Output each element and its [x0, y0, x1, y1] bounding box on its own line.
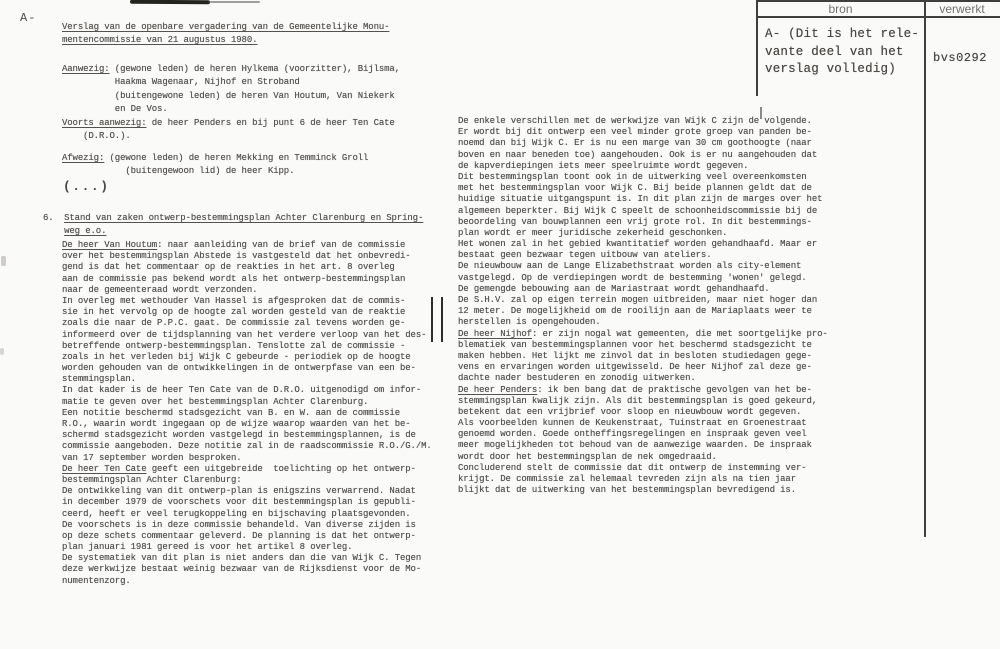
corner-annotation-mark: A-: [20, 11, 37, 25]
text-line: De S.H.V. zal op eigen terrein mogen uitbreiden, maar niet hoger dan: [458, 295, 818, 305]
text-line: dachte nader bestuderen en zonodig uitwerken.: [458, 373, 696, 384]
text-line: Afwezig: (gewone leden) de heren Mekking en Temminck Groll: [62, 153, 369, 163]
text-line: Er wordt bij dit ontwerp een veel minder grote groep van panden be-: [458, 127, 812, 138]
scan-smudge: [208, 1, 260, 3]
register-table-header-rule: [756, 16, 1000, 18]
attendees-also-present: [62, 117, 395, 144]
text-line: en De Vos.: [62, 103, 168, 114]
text-line: De nieuwbouw aan de Lange Elizabethstraat worden als city-element: [458, 261, 802, 272]
text-line: 6. Stand van zaken ontwerp-bestemmingsplan Achter Clarenburg en Spring-: [43, 213, 424, 223]
text-line: verslag volledig): [765, 62, 896, 76]
text-line: 12 meter. De mogelijkheid om de rooilijn aan de Mariaplaats weer te: [458, 306, 812, 317]
register-column-header-bron: bron: [828, 2, 853, 16]
text-line: commissie aangeboden. Deze notitie zal in de raadscommissie R.O./G./M.: [62, 441, 432, 452]
text-line: Het wonen zal in het gebied kwantitatief worden gehandhaafd. Maar er: [458, 239, 818, 250]
text-line: De heer Nijhof: er zijn nogal wat gemeenten, die met soortgelijke pro-: [458, 328, 828, 339]
document-title: [62, 21, 389, 48]
text-line: blijkt dat de uitwerking van het bestemmingsplan bevredigend is.: [458, 485, 796, 496]
text-line: de kapverdiepingen iets meer speelruimte wordt gegeven.: [458, 160, 749, 171]
text-line: vastgelegd. Op de verdiepingen wordt de bestemming 'wonen' gelegd.: [458, 272, 807, 283]
agenda-item-6-heading: [43, 212, 423, 239]
text-line: vante deel van het: [765, 44, 904, 59]
register-verwerkt-code: bvs0292: [933, 51, 987, 65]
text-line: huidige situatie uitgangspunt is. In dit plan zijn de marges over het: [458, 194, 823, 205]
text-line: sie in het vervolg op de hoogte zal worden gesteld van de reaktie: [62, 307, 406, 318]
text-line: plan wordt er meer juridische zekerheid geschonken.: [458, 227, 728, 238]
text-line: wordt door het bestemmingsplan de nek omgedraaid.: [458, 451, 717, 462]
text-line: De systematiek van dit plan is niet anders dan die van Wijk C. Tegen: [62, 553, 422, 564]
text-line: Verslag van de openbare vergadering van de Gemeentelijke Monu-: [62, 22, 390, 32]
text-line: De gemengde bebouwing aan de Mariastraat wordt gehandhaafd.: [458, 283, 770, 294]
register-column-header-verwerkt: verwerkt: [939, 2, 985, 16]
text-line: deze werkwijze bestaat weinig bezwaar van de Rijksdienst voor de Mo-: [62, 564, 422, 575]
text-line: De heer Ten Cate geeft een uitgebreide toelichting op het ontwerp-: [62, 463, 416, 474]
text-line: In dat kader is de heer Ten Cate van de D.R.O. uitgenodigd om infor-: [62, 385, 422, 396]
text-line: maken hebben. Het lijkt me zinvol dat in besloten studiedagen gege-: [458, 350, 812, 361]
register-table-column-divider: [924, 0, 926, 537]
text-line: mentencommissie van 21 augustus 1980.: [62, 35, 258, 46]
text-line: numentenzorg.: [62, 575, 131, 586]
text-line: krijgt. De commissie zal helemaal tevreden zijn als na tien jaar: [458, 474, 796, 484]
omitted-text-mark: (...): [63, 179, 110, 194]
text-line: De heer Penders: ik ben bang dat de praktische gevolgen van het be-: [458, 384, 812, 395]
text-line: zoals die naar de P.P.C. gaat. De commissie zal tevens worden ge-: [62, 318, 406, 329]
text-line: Een notitie beschermd stadsgezicht van B. en W. aan de commissie: [62, 407, 400, 418]
text-line: informeerd over de tijdsplanning van het verdere verloop van het des-: [62, 329, 427, 340]
margin-emphasis-mark: [431, 297, 443, 342]
text-line: over het bestemmingsplan Abstede is vastgesteld dat het onbevredi-: [62, 251, 411, 262]
minutes-text-right-column: [458, 116, 828, 496]
text-line: Concluderend stelt de commissie dat dit ontwerp de instemming ver-: [458, 462, 807, 473]
text-line: schermd stadsgezicht worden vastgelegd in bestemmingsplannen, is de: [62, 430, 416, 441]
text-line: Dit bestemmingsplan toont ook in de uitwerking veel overeenkomsten: [458, 171, 807, 182]
text-line: in december 1979 de voorschets voor dit bestemmingsplan is gepubli-: [62, 497, 416, 508]
text-line: betekent dat een vrijbrief voor sloop en nieuwbouw wordt gegeven.: [458, 406, 802, 417]
text-line: weg e.o.: [64, 226, 107, 237]
text-line: Aanwezig: (gewone leden) de heren Hylkema (voorzitter), Bijlsma,: [62, 64, 400, 74]
text-line: boven en naar beneden toe) aangehouden. Ook is er nu aangehouden dat: [458, 149, 818, 160]
text-line: (D.R.O.).: [62, 131, 131, 142]
text-line: In overleg met wethouder Van Hassel is afgesproken dat de commis-: [62, 295, 406, 306]
text-line: aan de commissie pas bekend wordt als het ontwerp-bestemmingsplan: [62, 273, 406, 284]
text-line: van 17 september worden besproken.: [62, 452, 242, 463]
text-line: blematiek van bestemmingsplannen voor het beschermd stadsgezicht te: [458, 339, 812, 350]
register-bron-note: [765, 26, 919, 79]
text-line: gend is dat het commentaar op de reakties in het art. 8 overleg: [62, 262, 395, 273]
text-line: A- (Dit is het rele-: [765, 27, 920, 41]
text-line: betreffende ontwerp-bestemmingsplan. Tenslotte zal de commissie -: [62, 340, 406, 351]
text-line: genoemd worden. Goede ontheffingsregelingen en inspraak geven veel: [458, 429, 807, 440]
text-line: algemeen beperkter. Bij Wijk C speelt de schoonheidscommissie bij de: [458, 205, 818, 216]
attendees-present: [62, 63, 400, 116]
text-line: (buitengewone leden) de heren Van Houtum, Van Niekerk: [62, 90, 395, 101]
text-line: noemd dan bij Wijk C. Er is nu een marge van 30 cm goothoogte (naar: [458, 138, 812, 149]
text-line: bestaat geen bezwaar tegen uitbouw van ateliers.: [458, 250, 712, 261]
text-line: worden gehouden van de ontwikkelingen in de ontwerpfase van een be-: [62, 363, 416, 374]
text-line: op deze schets commentaar geleverd. De planning is dat het ontwerp-: [62, 530, 416, 541]
text-line: met het bestemmingsplan voor Wijk C. Bij beide plannen geldt dat de: [458, 183, 812, 194]
text-line: vens en ervaringen worden uitgewisseld. De heer Nijhof zal deze ge-: [458, 362, 812, 373]
text-line: Als voorbeelden kunnen de Keukenstraat, Tuinstraat en Groenestraat: [458, 418, 807, 429]
text-line: De voorschets is in deze commissie behandeld. Van diverse zijden is: [62, 519, 416, 530]
scan-speck: [0, 348, 4, 355]
minutes-text-left-column: [62, 240, 432, 587]
scan-speck: [1, 256, 6, 266]
text-line: (buitengewoon lid) de heer Kipp.: [62, 166, 295, 177]
text-line: stemmingsplan kwalijk zijn. Als dit bestemmingsplan is goed gekeurd,: [458, 395, 818, 406]
text-line: R.O., waarin wordt ingegaan op de wijze waarop waarden van het be-: [62, 419, 411, 429]
text-line: herstellen is opengehouden.: [458, 317, 601, 328]
text-line: bestemmingsplan Achter Clarenburg:: [62, 474, 242, 485]
text-line: Haakma Wagenaar, Nijhof en Stroband: [62, 77, 300, 88]
text-line: stemmingsplan.: [62, 374, 136, 385]
text-line: Voorts aanwezig: de heer Penders en bij punt 6 de heer Ten Cate: [62, 118, 395, 128]
text-line: plan januari 1981 gereed is voor het artikel 8 overleg.: [62, 542, 353, 553]
text-line: ceerd, heeft er veel terugkoppeling en bijschaving plaatsgevonden.: [62, 508, 411, 519]
text-line: beoordeling van bouwplannen een vrij grote rol. In dit bestemmings-: [458, 216, 812, 227]
text-line: zoals in het verleden bij Wijk C gebeurde - periodiek op de hoogte: [62, 351, 411, 362]
text-line: De heer Van Houtum: naar aanleiding van de brief van de commissie: [62, 240, 406, 250]
text-line: matie te geven over het bestemmingsplan Achter Clarenburg.: [62, 396, 369, 407]
attendees-absent: [62, 152, 368, 179]
text-line: meer mogelijkheden tot behoud van de aanwezige waarden. De inspraak: [458, 440, 812, 451]
scan-smudge: [130, 0, 210, 4]
text-line: naar de gemeenteraad wordt verzonden.: [62, 284, 258, 295]
text-line: De ontwikkeling van dit ontwerp-plan is enigszins verwarrend. Nadat: [62, 486, 416, 497]
text-line: De enkele verschillen met de werkwijze van Wijk C zijn de volgende.: [458, 116, 812, 126]
